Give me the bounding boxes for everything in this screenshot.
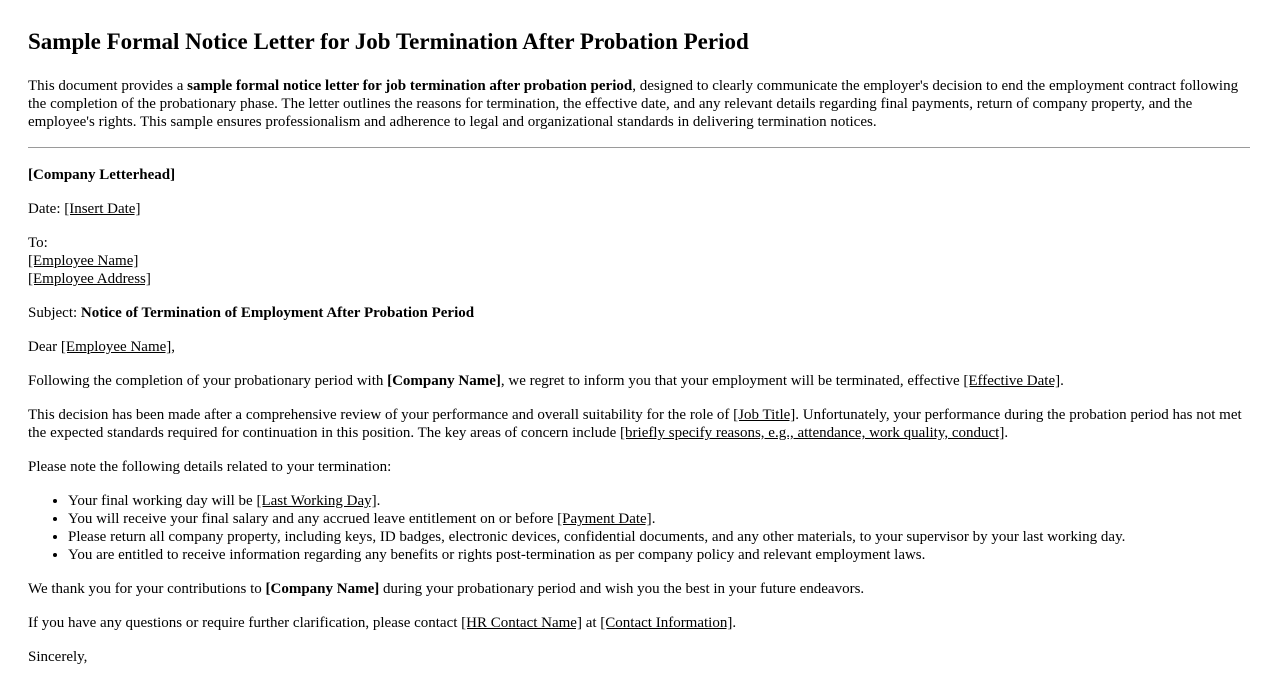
p1-text-cont: , we regret to inform you that your employment will be terminated, effective [500,373,964,389]
salutation-name-placeholder: [Employee Name] [60,339,172,355]
list-item: • You are entitled to receive information regarding any benefits or rights post-termination as per company policy and relevant employment laws. [68,546,1250,564]
p1-text: Following the completion of your probationary period with [28,373,388,389]
company-letterhead: [Company Letterhead] [28,167,176,183]
salutation-comma: , [171,339,176,355]
list-item-text: Your final working day will be [68,493,257,509]
p1-period: . [1060,373,1064,389]
recipient-block [28,234,1250,288]
subject-text: Notice of Termination of Employment After Probation Period [80,305,475,321]
p4-text-cont: during your probationary period and wish you the best in your future endeavors. [379,581,865,597]
list-item-period: . [376,493,381,509]
date-label: Date: [28,201,65,217]
closing: Sincerely, [28,649,88,665]
p5-text-cont: at [581,615,601,631]
list-item [68,492,1250,510]
letter [28,166,1250,666]
list-item: • Please return all company property, including keys, ID badges, electronic devices, confidential documents, and any other materials, to your supervisor by your last working day. [68,528,1250,546]
salutation-text: Dear [28,339,61,355]
p4-text: We thank you for your contributions to [28,581,266,597]
last-working-day-placeholder: [Last Working Day] [256,493,377,509]
employee-address-placeholder: [Employee Address] [28,271,151,287]
paragraph-thanks [28,580,1250,598]
employee-name-line [28,252,1250,270]
intro-paragraph [28,77,1250,131]
company-name-placeholder: [Company Name] [265,581,380,597]
intro-text: This document provides a [28,78,188,94]
subject-label: Subject: [28,305,81,321]
p2-text-cont: . Unfortunately, your performance during the probation period has not met the expected standards required for continuation in this position. The key areas of concern include [28,407,1242,441]
employee-address-line [28,270,1250,288]
hr-contact-placeholder: [HR Contact Name] [461,615,582,631]
p5-text: If you have any questions or require further clarification, please contact [28,615,462,631]
paragraph-details-intro: Please note the following details related to your termination: [28,459,392,475]
page-title: Sample Formal Notice Letter for Job Termination After Probation Period [28,29,749,54]
effective-date-placeholder: [Effective Date] [963,373,1061,389]
salutation [28,338,1250,356]
contact-info-placeholder: [Contact Information] [600,615,733,631]
subject-line [28,304,1250,322]
paragraph-contact [28,614,1250,632]
intro-text-cont: , designed to clearly communicate the employer's decision to end the employment contract following the completion of the probationary phase. The letter outlines the reasons for termination, the effective date, and any relevant details regarding final payments, return of company property, and the employee's rights. This sample ensures professionalism and adherence to legal and organizational standards in delivering termination notices. [28,78,1239,130]
date-placeholder: [Insert Date] [64,201,141,217]
p5-period: . [732,615,737,631]
divider [28,147,1250,148]
payment-date-placeholder: [Payment Date] [557,511,652,527]
paragraph-termination-notice [28,372,1250,390]
list-item [68,510,1250,528]
list-item-period: . [651,511,656,527]
termination-details-list [28,492,1250,564]
to-label: To: [28,235,48,251]
list-item-text: You will receive your final salary and any accrued leave entitlement on or before [68,511,558,527]
p2-period: . [1004,425,1009,441]
paragraph-reasons [28,406,1250,442]
date-line [28,200,1250,218]
document-page [0,29,1278,666]
p2-text: This decision has been made after a comprehensive review of your performance and overall suitability for the role of [28,407,734,423]
job-title-placeholder: [Job Title] [733,407,796,423]
employee-name-placeholder: [Employee Name] [28,253,139,269]
company-name-placeholder: [Company Name] [387,373,501,389]
intro-bold-text: sample formal notice letter for job termination after probation period [187,78,633,94]
reasons-placeholder: [briefly specify reasons, e.g., attendance, work quality, conduct] [620,425,1005,441]
